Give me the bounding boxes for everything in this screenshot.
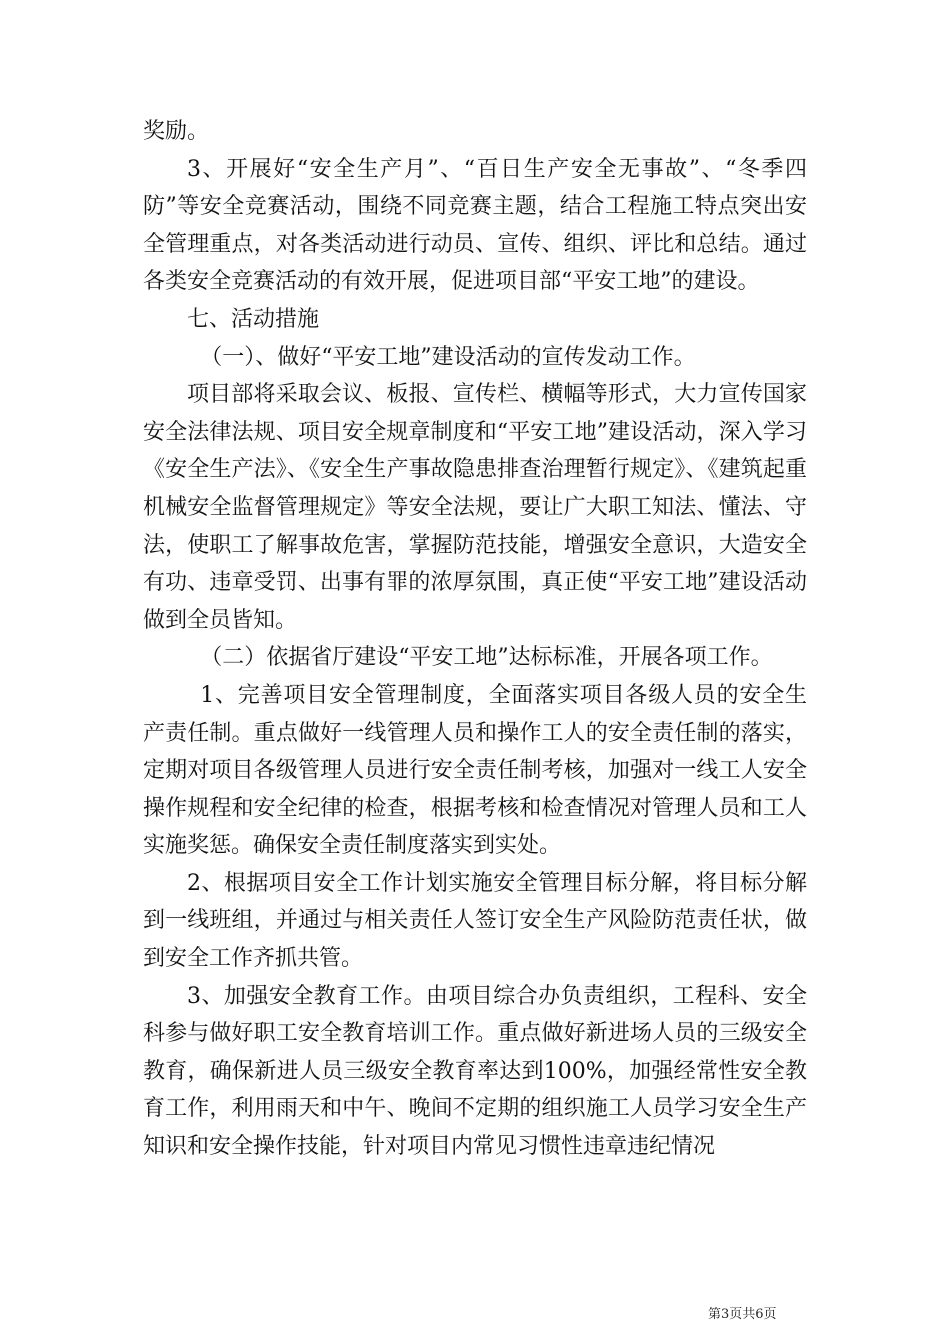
paragraph-competition: 3、开展好“安全生产月”、“百日生产安全无事故”、“冬季四防”等安全竞赛活动，围绕不同竞赛主题，结合工程施工特点突出安全管理重点，对各类活动进行动员、宣传、组织、评比和总结。通过各类安全竞赛活动的有效开展，促进项目部“平安工地”的建设。 [143, 156, 807, 295]
subheading-standards: （二）依据省厅建设“平安工地”达标标准，开展各项工作。 [200, 645, 773, 671]
page-number: 第3页共6页 [708, 1307, 777, 1322]
paragraph-reward-end: 奖励。 [143, 119, 210, 144]
paragraph-target-breakdown: 2、根据项目安全工作计划实施安全管理目标分解，将目标分解到一线班组，并通过与相关责任人签订安全生产风险防范责任状，做到安全工作齐抓共管。 [143, 870, 807, 972]
subheading-publicity: （一）、做好“平安工地”建设活动的宣传发动工作。 [200, 344, 696, 370]
paragraph-safety-education: 3、加强安全教育工作。由项目综合办负责组织，工程科、安全科参与做好职工安全教育培训工作。重点做好新进场人员的三级安全教育，确保新进人员三级安全教育率达到100%，加强经常性安全教育工作，利用雨天和中午、晚间不定期的组织施工人员学习安全生产知识和安全操作技能，针对项目内常见习惯性违章违纪情况 [143, 983, 807, 1160]
paragraph-responsibility: 1、完善项目安全管理制度，全面落实项目各级人员的安全生产责任制。重点做好一线管理人员和操作工人的安全责任制的落实，定期对项目各级管理人员进行安全责任制考核，加强对一线工人安全操作规程和安全纪律的检查，根据考核和检查情况对管理人员和工人实施奖惩。确保安全责任制度落实到实处。 [143, 682, 807, 859]
body-text [143, 113, 807, 1166]
paragraph-publicity: 项目部将采取会议、板报、宣传栏、横幅等形式，大力宣传国家安全法律法规、项目安全规章制度和“平安工地”建设活动，深入学习《安全生产法》、《安全生产事故隐患排查治理暂行规定》、《建筑起重机械安全监督管理规定》等安全法规，要让广大职工知法、懂法、守法，使职工了解事故危害，掌握防范技能，增强安全意识，大造安全有功、违章受罚、出事有罪的浓厚氛围，真正使“平安工地”建设活动做到全员皆知。 [143, 382, 807, 633]
heading-activity-measures: 七、活动措施 [187, 306, 320, 332]
